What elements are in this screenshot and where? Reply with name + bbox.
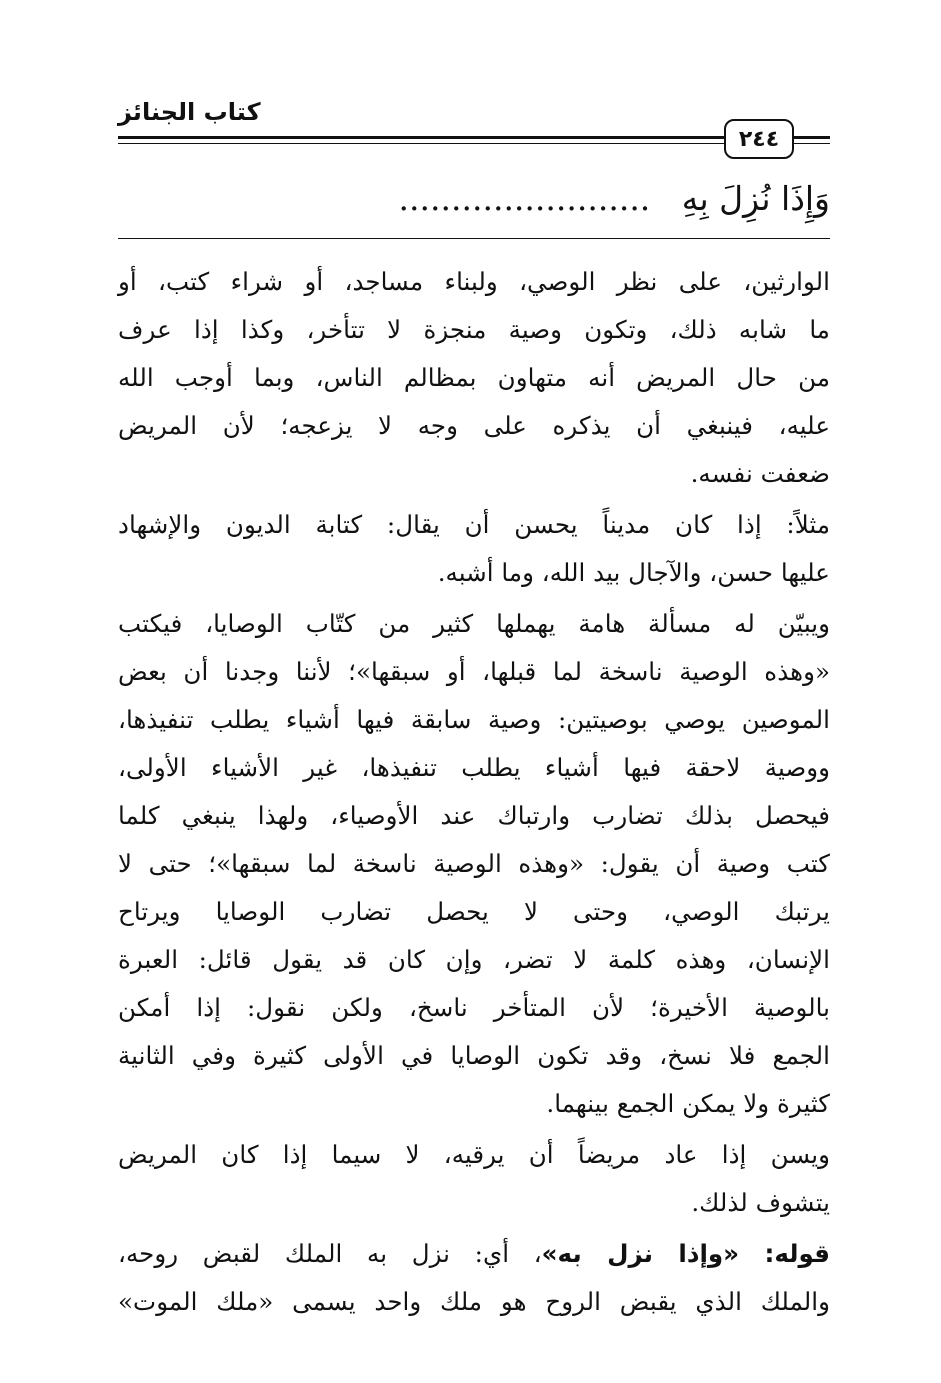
- text-line: ما شابه ذلك، وتكون وصية منجزة لا تتأخر، وكذا إذا عرف: [118, 315, 830, 344]
- text-line: «وهذه الوصية ناسخة لما قبلها، أو سبقها»؛ لأننا وجدنا أن بعض: [118, 657, 830, 686]
- page-number: ٢٤٤: [724, 119, 794, 159]
- text-line: مثلاً: إذا كان مديناً يحسن أن يقال: كتابة الديون والإشهاد: [118, 510, 830, 539]
- paragraph-1: [118, 258, 830, 498]
- text-line: ضعفت نفسه.: [690, 459, 830, 488]
- header-rule-right: [790, 136, 830, 144]
- matn-divider: [118, 238, 830, 239]
- text-line: الجمع فلا نسخ، وقد تكون الوصايا في الأولى كثيرة وفي الثانية: [118, 1041, 830, 1070]
- header-rule: [118, 136, 725, 144]
- paragraph-2: [118, 501, 830, 597]
- text-line: عليه، فينبغي أن يذكره على وجه لا يزعجه؛ لأن المريض: [118, 411, 830, 440]
- commentary-text: ، أي: نزل به الملك لقبض روحه،: [118, 1239, 542, 1268]
- paragraph-3: [118, 600, 830, 1128]
- text-line: الإنسان، وهذه كلمة لا تضر، وإن كان قد يقول قائل: العبرة: [118, 945, 830, 974]
- text-line: يتشوف لذلك.: [691, 1188, 830, 1217]
- text-line: الوارثين، على نظر الوصي، ولبناء مساجد، أو شراء كتب، أو: [118, 267, 830, 296]
- text-line: كتب وصية أن يقول: «وهذه الوصية ناسخة لما سبقها»؛ حتى لا: [118, 849, 830, 878]
- text-line: [118, 1230, 830, 1278]
- matn-dots: ........................: [398, 179, 651, 218]
- text-line: بالوصية الأخيرة؛ لأن المتأخر ناسخ، ولكن نقول: إذا أمكن: [118, 993, 830, 1022]
- paragraph-5: [118, 1230, 830, 1326]
- text-line: ويسن إذا عاد مريضاً أن يرقيه، لا سيما إذا كان المريض: [118, 1140, 830, 1169]
- text-line: والملك الذي يقبض الروح هو ملك واحد يسمى «ملك الموت»: [118, 1287, 830, 1316]
- text-line: فيحصل بذلك تضارب وارتباك عند الأوصياء، ولهذا ينبغي كلما: [118, 801, 830, 830]
- paragraph-4: [118, 1131, 830, 1227]
- body-text: [118, 258, 830, 1329]
- text-line: يرتبك الوصي، وحتى لا يحصل تضارب الوصايا ويرتاح: [118, 897, 830, 926]
- running-header-title: كتاب الجنائز: [118, 98, 261, 126]
- text-line: كثيرة ولا يمكن الجمع بينهما.: [546, 1089, 830, 1118]
- text-line: عليها حسن، والآجال بيد الله، وما أشبه.: [437, 558, 830, 587]
- text-line: الموصين يوصي بوصيتين: وصية سابقة فيها أشياء يطلب تنفيذها،: [118, 705, 830, 734]
- matn-text: وَإِذَا نُزِلَ بِهِ: [681, 179, 830, 218]
- text-line: ويبيّن له مسألة هامة يهملها كثير من كتّاب الوصايا، فيكتب: [118, 609, 830, 638]
- commentary-lead: قوله: «وإذا نزل به»: [541, 1239, 830, 1268]
- text-line: من حال المريض أنه متهاون بمظالم الناس، وبما أوجب الله: [118, 363, 830, 392]
- matn-line: [118, 178, 830, 221]
- text-line: ووصية لاحقة فيها أشياء يطلب تنفيذها، غير الأشياء الأولى،: [118, 753, 830, 782]
